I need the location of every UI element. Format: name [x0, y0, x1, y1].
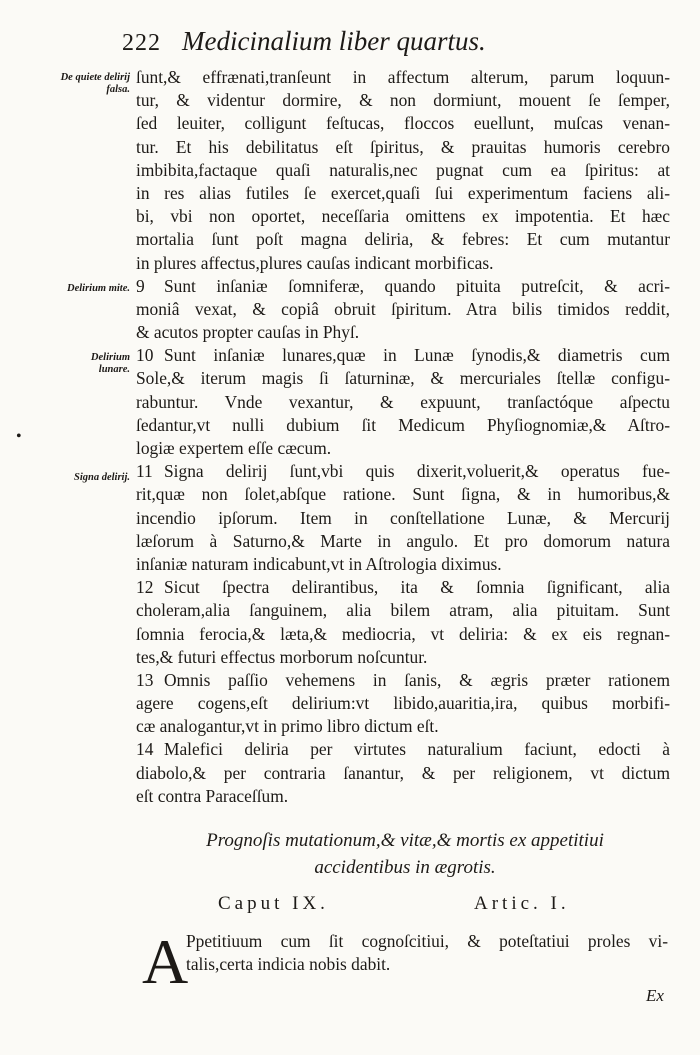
- paragraph-number: 11: [136, 461, 153, 482]
- paragraph-10-first-line: [136, 344, 670, 367]
- paragraph-9-first-line: [136, 275, 670, 298]
- paragraph-number: 9: [136, 275, 145, 296]
- chapter-label: Caput IX.: [218, 893, 329, 914]
- paragraph-text: Signa delirij ſunt,vbi quis dixerit,voluerit,& operatus fue-: [164, 461, 670, 482]
- text-line: agere cogens,eſt delirium:vt libido,auaritia,ira, quibus morbifi-: [136, 693, 670, 714]
- text-line: choleram,alia ſanguinem, alia bilem atram, alia pituitam. Sunt: [136, 600, 670, 621]
- margin-note-de-quiete: De quiete delirij falsa.: [60, 72, 130, 95]
- text-line: ſed leuiter, colligunt feſtucas, floccos euellunt, muſcas venan-: [136, 113, 670, 134]
- paragraph-14-first-line: [136, 738, 670, 761]
- paragraph-11-first-line: [136, 460, 670, 483]
- margin-note-delirium-lunare: Delirium lunare.: [90, 352, 130, 375]
- text-line: inſaniæ naturam indicabunt,vt in Aſtrologia diximus.: [136, 553, 502, 574]
- text-line: rabuntur. Vnde vexantur, & expuunt, tranſactóque aſpectu: [136, 391, 670, 412]
- text-line: tes,& futuri effectus morborum noſcuntur.: [136, 646, 428, 667]
- paragraph-number: 14: [136, 739, 154, 760]
- article-label: Artic. I.: [474, 893, 570, 914]
- text-line: cæ analogantur,vt in primo libro dictum eſt.: [136, 716, 439, 737]
- text-line: Sole,& iterum magis ſi ſaturninæ, & mercuriales ſtellæ configu-: [136, 368, 670, 389]
- text-line: logiæ expertem eſſe cæcum.: [136, 438, 332, 458]
- drop-cap: A: [142, 926, 189, 997]
- text-line: bi, vbi non oportet, neceſſaria omittens ex impotentia. Et hæc: [136, 206, 670, 227]
- margin-note-signa-delirij: Signa delirij.: [73, 472, 130, 483]
- opening-paragraph: [186, 930, 668, 976]
- section-heading-line: Prognoſis mutationum,& vitæ,& mortis ex appetitiui: [206, 830, 604, 851]
- text-line: in plures affectus,plures cauſas indicant morbificas.: [136, 252, 494, 273]
- text-line: ſedantur,vt nulli dubium ſit Medicum Phyſiognomiæ,& Aſtro-: [136, 414, 670, 435]
- text-line: in res alias futiles ſe exercet,quaſi ſui experimentum faciens ali-: [136, 182, 670, 203]
- text-line: tur. Et his debilitatus eſt ſpiritus, & prauitas humoris cerebro: [136, 136, 670, 157]
- paragraph-13-first-line: [136, 669, 670, 692]
- margin-bullet-icon: •: [16, 428, 22, 445]
- text-line: ſomnia ferocia,& læta,& mediocria, vt deliria: & ex eis regnan-: [136, 623, 670, 644]
- text-line: læſorum à Saturno,& Marte in angulo. Et pro domorum natura: [136, 530, 670, 551]
- paragraph-number: 13: [136, 669, 154, 690]
- text-line: diabolo,& per contraria ſanantur, & per religionem, vt dictum: [136, 762, 670, 783]
- text-line: tur, & videntur dormire, & non dormiunt, mouent ſe ſemper,: [136, 90, 670, 111]
- text-line: ſunt,& effrænati,tranſeunt in affectum alterum, parum loquun-: [136, 67, 670, 87]
- paragraph-text: Sicut ſpectra delirantibus, ita & ſomnia ſignificant, alia: [164, 577, 670, 598]
- text-line: mortalia ſunt poſt magna deliria, & febres: Et cum mutantur: [136, 229, 670, 250]
- paragraph-text: Sunt inſaniæ ſomniferæ, quando pituita putreſcit, & acri-: [164, 275, 670, 296]
- paragraph-number: 12: [136, 577, 154, 598]
- text-line: Ppetitiuum cum ſit cognoſcitiui, & poteſtatiui proles vi-: [186, 931, 668, 951]
- paragraph-text: Omnis paſſio vehemens in ſanis, & ægris præter rationem: [164, 669, 670, 690]
- section-heading: [150, 827, 660, 881]
- text-line: moniâ vexat, & copiâ obruit ſpiritum. Atra bilis timidos reddit,: [136, 298, 670, 319]
- text-line: eſt contra Paraceſſum.: [136, 785, 289, 806]
- catchword: Ex: [646, 986, 664, 1005]
- text-line: talis,certa indicia nobis dabit.: [186, 954, 391, 975]
- main-text-block: [136, 66, 670, 808]
- text-line: & acutos propter cauſas in Phyſ.: [136, 322, 360, 343]
- page-number: 222: [122, 30, 161, 56]
- page-header: [122, 24, 592, 60]
- text-line: incendio ipſorum. Item in conſtellatione Lunæ, & Mercurij: [136, 507, 670, 528]
- running-title: Medicinalium liber quartus.: [182, 26, 486, 56]
- section-heading-line: accidentibus in ægrotis.: [314, 857, 496, 878]
- margin-note-delirium-mite: Delirium mite.: [67, 283, 130, 294]
- paragraph-12-first-line: [136, 576, 670, 599]
- text-line: rit,quæ non ſolet,abſque ratione. Sunt ſigna, & in humoribus,&: [136, 484, 670, 505]
- paragraph-number: 10: [136, 345, 154, 366]
- paragraph-text: Malefici deliria per virtutes naturalium faciunt, edocti à: [164, 739, 670, 760]
- text-line: imbibita,factaque quaſi naturalis,nec pugnat cum ea ſpiritus: at: [136, 159, 670, 180]
- paragraph-text: Sunt inſaniæ lunares,quæ in Lunæ ſynodis,& diametris cum: [164, 345, 670, 366]
